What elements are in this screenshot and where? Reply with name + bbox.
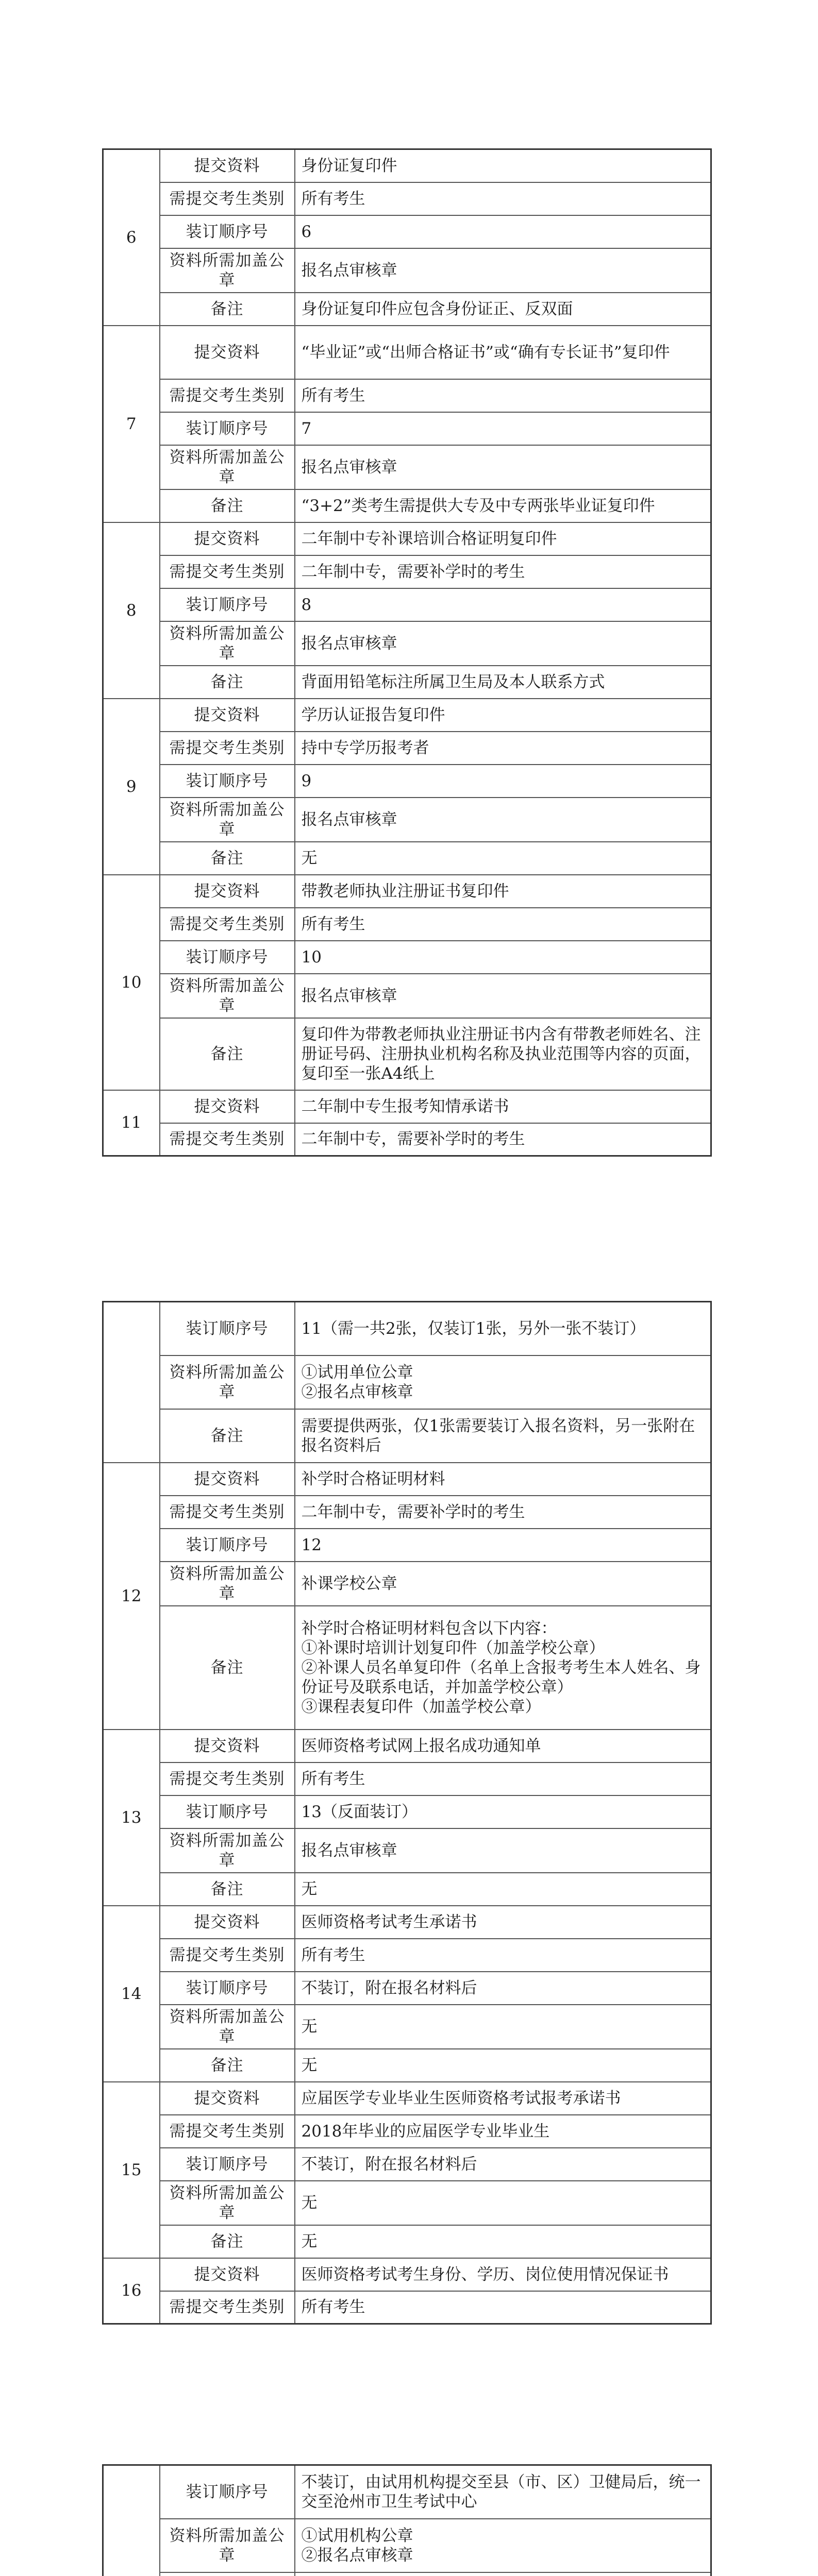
table-row	[103, 293, 711, 326]
field-value	[295, 699, 711, 732]
field-value-line: 二年制中专，需要补学时的考生	[301, 1130, 525, 1149]
field-value-line: 无	[301, 2017, 318, 2036]
table-row	[103, 2082, 711, 2115]
field-label: 资料所需加盖公章	[160, 1828, 295, 1873]
table-row	[103, 666, 711, 699]
field-label: 需提交考生类别	[160, 182, 295, 215]
field-value-line: 所有考生	[301, 386, 365, 405]
field-label: 提交资料	[160, 1463, 295, 1496]
field-label: 资料所需加盖公章	[160, 2181, 295, 2225]
field-value	[295, 1018, 711, 1090]
field-value	[295, 522, 711, 555]
table-row	[103, 1795, 711, 1828]
table-row	[103, 1409, 711, 1463]
table-row	[103, 1355, 711, 1409]
table-row	[103, 621, 711, 666]
table-row	[103, 2291, 711, 2324]
field-label: 资料所需加盖公章	[160, 1562, 295, 1606]
field-value	[295, 1873, 711, 1906]
field-value	[295, 732, 711, 765]
field-value	[295, 555, 711, 588]
field-label: 资料所需加盖公章	[160, 2519, 295, 2572]
field-value-line: 不装订，由试用机构提交至县（市、区）卫健局后，统一交至沧州市卫生考试中心	[301, 2472, 701, 2511]
field-label	[160, 2572, 295, 2576]
field-value-line: 无	[301, 2193, 318, 2212]
field-value	[295, 2049, 711, 2082]
field-value-line: 身份证复印件应包含身份证正、反双面	[301, 299, 573, 318]
field-value-line: 报名点审核章	[301, 986, 397, 1005]
field-label: 提交资料	[160, 149, 295, 182]
field-value	[295, 248, 711, 293]
table-row	[103, 2005, 711, 2049]
table-row	[103, 1606, 711, 1730]
field-label: 备注	[160, 666, 295, 699]
table-row	[103, 1562, 711, 1606]
field-value-line: 无	[301, 1879, 318, 1899]
field-value	[295, 445, 711, 489]
table-row	[103, 1730, 711, 1762]
field-value-line: 10	[301, 947, 322, 967]
field-value	[295, 149, 711, 182]
field-value-line: ②补课人员名单复印件（名单上含报考考生本人姓名、身份证号及联系电话，并加盖学校公章）	[301, 1658, 701, 1697]
field-value-line: 2018年毕业的应届医学专业毕业生	[301, 2122, 550, 2141]
field-value	[295, 1123, 711, 1156]
field-label: 需提交考生类别	[160, 555, 295, 588]
field-value-line: 7	[301, 419, 312, 438]
field-label: 资料所需加盖公章	[160, 621, 295, 666]
field-value	[295, 1606, 711, 1730]
field-label: 备注	[160, 1018, 295, 1090]
field-value-line: 身份证复印件	[301, 156, 397, 175]
field-value	[295, 842, 711, 875]
field-value-line: 所有考生	[301, 189, 365, 208]
field-label: 备注	[160, 293, 295, 326]
item-number: 16	[103, 2258, 160, 2324]
field-value	[295, 1562, 711, 1606]
field-label: 需提交考生类别	[160, 2291, 295, 2324]
table-row	[103, 2115, 711, 2148]
field-value	[295, 2291, 711, 2324]
field-label: 备注	[160, 489, 295, 522]
field-label: 装订顺序号	[160, 2465, 295, 2519]
field-label: 装订顺序号	[160, 588, 295, 621]
field-label: 需提交考生类别	[160, 2115, 295, 2148]
field-value-line: 11（需一共2张，仅装订1张，另外一张不装订）	[301, 1319, 646, 1338]
field-value	[295, 182, 711, 215]
field-value-line: ③课程表复印件（加盖学校公章）	[301, 1697, 541, 1716]
table-row	[103, 445, 711, 489]
table-row	[103, 699, 711, 732]
field-value	[295, 412, 711, 445]
item-number: 12	[103, 1463, 160, 1730]
field-value-line: “毕业证”或“出师合格证书”或“确有专长证书”复印件	[301, 343, 670, 362]
field-label: 需提交考生类别	[160, 1939, 295, 1972]
field-value	[295, 588, 711, 621]
field-label: 资料所需加盖公章	[160, 2005, 295, 2049]
field-value-line: 医师资格考试考生身份、学历、岗位使用情况保证书	[301, 2265, 669, 2284]
item-number	[103, 1302, 160, 1463]
field-value-line: 报名点审核章	[301, 810, 397, 829]
field-value	[295, 621, 711, 666]
field-value	[295, 293, 711, 326]
field-value-line: 无	[301, 2056, 318, 2075]
field-value-line: 带教老师执业注册证书复印件	[301, 882, 509, 901]
field-value	[295, 379, 711, 412]
field-value-line: 6	[301, 222, 312, 241]
table-row	[103, 1018, 711, 1090]
field-value-line: 医师资格考试考生承诺书	[301, 1912, 477, 1931]
field-value-line: 需要提供两张，仅1张需要装订入报名资料，另一张附在报名资料后	[301, 1416, 695, 1455]
field-label: 需提交考生类别	[160, 908, 295, 941]
item-number: 13	[103, 1730, 160, 1906]
table-row	[103, 522, 711, 555]
table-row	[103, 1762, 711, 1795]
field-value-line: 12	[301, 1535, 322, 1554]
field-value-line: 应届医学专业毕业生医师资格考试报考承诺书	[301, 2089, 621, 2108]
table-row	[103, 182, 711, 215]
field-label: 装订顺序号	[160, 941, 295, 974]
item-number: 14	[103, 1906, 160, 2082]
item-number: 11	[103, 1090, 160, 1156]
field-label: 装订顺序号	[160, 412, 295, 445]
field-label: 提交资料	[160, 522, 295, 555]
field-value-line: 补学时合格证明材料包含以下内容：	[301, 1619, 557, 1638]
field-value	[295, 1939, 711, 1972]
field-value-line: 报名点审核章	[301, 261, 397, 280]
field-label: 资料所需加盖公章	[160, 445, 295, 489]
table-row	[103, 489, 711, 522]
table-row	[103, 1463, 711, 1496]
field-label: 资料所需加盖公章	[160, 798, 295, 842]
table-row	[103, 215, 711, 248]
item-number: 9	[103, 699, 160, 875]
field-value	[295, 2082, 711, 2115]
field-value-line: ①补课时培训计划复印件（加盖学校公章）	[301, 1638, 605, 1657]
table-row	[103, 908, 711, 941]
field-value	[295, 1302, 711, 1355]
table-row	[103, 248, 711, 293]
table-row	[103, 875, 711, 908]
field-label: 备注	[160, 2049, 295, 2082]
table-row	[103, 941, 711, 974]
table-row	[103, 149, 711, 182]
table-row	[103, 1123, 711, 1156]
field-value-line: 二年制中专补课培训合格证明复印件	[301, 529, 557, 548]
requirements-table-page-1	[102, 148, 712, 1157]
table-row	[103, 1873, 711, 1906]
item-number: 15	[103, 2082, 160, 2258]
field-label: 装订顺序号	[160, 1302, 295, 1355]
field-value-line: 13（反面装订）	[301, 1802, 418, 1821]
field-label: 备注	[160, 1606, 295, 1730]
field-label: 装订顺序号	[160, 1529, 295, 1562]
table-row	[103, 2572, 711, 2576]
item-number: 7	[103, 326, 160, 522]
field-value	[295, 974, 711, 1018]
requirements-table-page-2	[102, 1301, 712, 2325]
field-value-line: 学历认证报告复印件	[301, 705, 445, 724]
field-label: 需提交考生类别	[160, 1762, 295, 1795]
field-value	[295, 2519, 711, 2572]
table-row	[103, 588, 711, 621]
field-label: 资料所需加盖公章	[160, 248, 295, 293]
field-label: 提交资料	[160, 2082, 295, 2115]
table-row	[103, 1906, 711, 1939]
field-value	[295, 765, 711, 798]
field-label: 需提交考生类别	[160, 1496, 295, 1529]
field-value-line: 二年制中专，需要补学时的考生	[301, 1502, 525, 1521]
field-value	[295, 2258, 711, 2291]
table-row	[103, 2519, 711, 2572]
field-value	[295, 666, 711, 699]
field-label: 装订顺序号	[160, 2148, 295, 2181]
table-row	[103, 326, 711, 379]
field-value-line: 报名点审核章	[301, 457, 397, 477]
field-label: 提交资料	[160, 2258, 295, 2291]
field-value	[295, 798, 711, 842]
field-label: 装订顺序号	[160, 215, 295, 248]
table-row	[103, 974, 711, 1018]
field-value	[295, 1730, 711, 1762]
field-label: 备注	[160, 2225, 295, 2258]
table-row	[103, 2225, 711, 2258]
item-number: 6	[103, 149, 160, 326]
field-label: 提交资料	[160, 1730, 295, 1762]
field-label: 提交资料	[160, 875, 295, 908]
field-value-line: 复印件为带教老师执业注册证书内含有带教老师姓名、注册证号码、注册执业机构名称及执业范围等内容的页面，复印至一张A4纸上	[301, 1025, 701, 1083]
field-value-line: ①试用单位公章	[301, 1363, 413, 1382]
field-value-line: 无	[301, 849, 318, 868]
field-value	[295, 1355, 711, 1409]
requirements-table-page-3	[102, 2464, 712, 2576]
field-value-line: 不装订，附在报名材料后	[301, 2155, 477, 2174]
field-label: 提交资料	[160, 326, 295, 379]
field-value-line: 8	[301, 595, 312, 614]
field-value	[295, 489, 711, 522]
table-row	[103, 842, 711, 875]
item-number: 10	[103, 875, 160, 1090]
field-value-line: 二年制中专生报考知情承诺书	[301, 1097, 509, 1116]
field-value	[295, 1409, 711, 1463]
field-value	[295, 1795, 711, 1828]
field-value-line: 报名点审核章	[301, 634, 397, 653]
table-row	[103, 2181, 711, 2225]
field-value	[295, 2572, 711, 2576]
field-value	[295, 2181, 711, 2225]
item-number: 8	[103, 522, 160, 699]
field-value	[295, 2005, 711, 2049]
table-row	[103, 2049, 711, 2082]
field-label: 需提交考生类别	[160, 1123, 295, 1156]
field-value-line: 9	[301, 771, 312, 790]
field-label: 提交资料	[160, 1090, 295, 1123]
table-row	[103, 555, 711, 588]
field-value-line: 背面用铅笔标注所属卫生局及本人联系方式	[301, 672, 605, 691]
table-row	[103, 412, 711, 445]
field-value-line: “3+2”类考生需提供大专及中专两张毕业证复印件	[301, 496, 655, 515]
field-value-line: 无	[301, 2232, 318, 2251]
field-value-line: 所有考生	[301, 2298, 365, 2317]
field-label: 需提交考生类别	[160, 379, 295, 412]
field-value-line: 所有考生	[301, 1769, 365, 1788]
field-value	[295, 941, 711, 974]
field-value	[295, 875, 711, 908]
field-label: 装订顺序号	[160, 1795, 295, 1828]
field-value-line: ②报名点审核章	[301, 1382, 413, 1401]
field-value	[295, 215, 711, 248]
field-value-line: ②报名点审核章	[301, 2546, 413, 2565]
field-label: 备注	[160, 842, 295, 875]
table-row	[103, 1972, 711, 2005]
field-label: 备注	[160, 1873, 295, 1906]
field-value	[295, 1828, 711, 1873]
table-row	[103, 1529, 711, 1562]
field-value-line: ①试用机构公章	[301, 2526, 413, 2545]
field-value	[295, 2465, 711, 2519]
field-value	[295, 1090, 711, 1123]
field-label: 提交资料	[160, 699, 295, 732]
field-value	[295, 326, 711, 379]
table-row	[103, 732, 711, 765]
field-value	[295, 1529, 711, 1562]
field-value	[295, 1496, 711, 1529]
field-label: 提交资料	[160, 1906, 295, 1939]
table-row	[103, 1496, 711, 1529]
table-row	[103, 1090, 711, 1123]
item-number	[103, 2465, 160, 2576]
field-label: 资料所需加盖公章	[160, 1355, 295, 1409]
field-label: 装订顺序号	[160, 1972, 295, 2005]
field-label: 备注	[160, 1409, 295, 1463]
field-value-line: 补课学校公章	[301, 1574, 397, 1593]
field-value-line: 医师资格考试网上报名成功通知单	[301, 1736, 541, 1755]
field-value	[295, 908, 711, 941]
table-row	[103, 798, 711, 842]
field-label: 资料所需加盖公章	[160, 974, 295, 1018]
table-row	[103, 1828, 711, 1873]
field-value	[295, 1463, 711, 1496]
field-value	[295, 1972, 711, 2005]
field-value-line: 二年制中专，需要补学时的考生	[301, 562, 525, 581]
field-value-line: 所有考生	[301, 1945, 365, 1964]
table-row	[103, 2258, 711, 2291]
table-row	[103, 1302, 711, 1355]
field-value-line: 补学时合格证明材料	[301, 1469, 445, 1488]
field-value	[295, 2148, 711, 2181]
table-row	[103, 2148, 711, 2181]
field-label: 需提交考生类别	[160, 732, 295, 765]
field-value-line: 持中专学历报考者	[301, 738, 429, 757]
field-value	[295, 2115, 711, 2148]
table-row	[103, 765, 711, 798]
table-row	[103, 2465, 711, 2519]
field-value-line: 不装订，附在报名材料后	[301, 1978, 477, 1997]
field-value-line: 报名点审核章	[301, 1841, 397, 1860]
table-row	[103, 1939, 711, 1972]
table-row	[103, 379, 711, 412]
field-value	[295, 2225, 711, 2258]
field-label: 装订顺序号	[160, 765, 295, 798]
field-value	[295, 1906, 711, 1939]
field-value	[295, 1762, 711, 1795]
field-value-line: 所有考生	[301, 914, 365, 934]
